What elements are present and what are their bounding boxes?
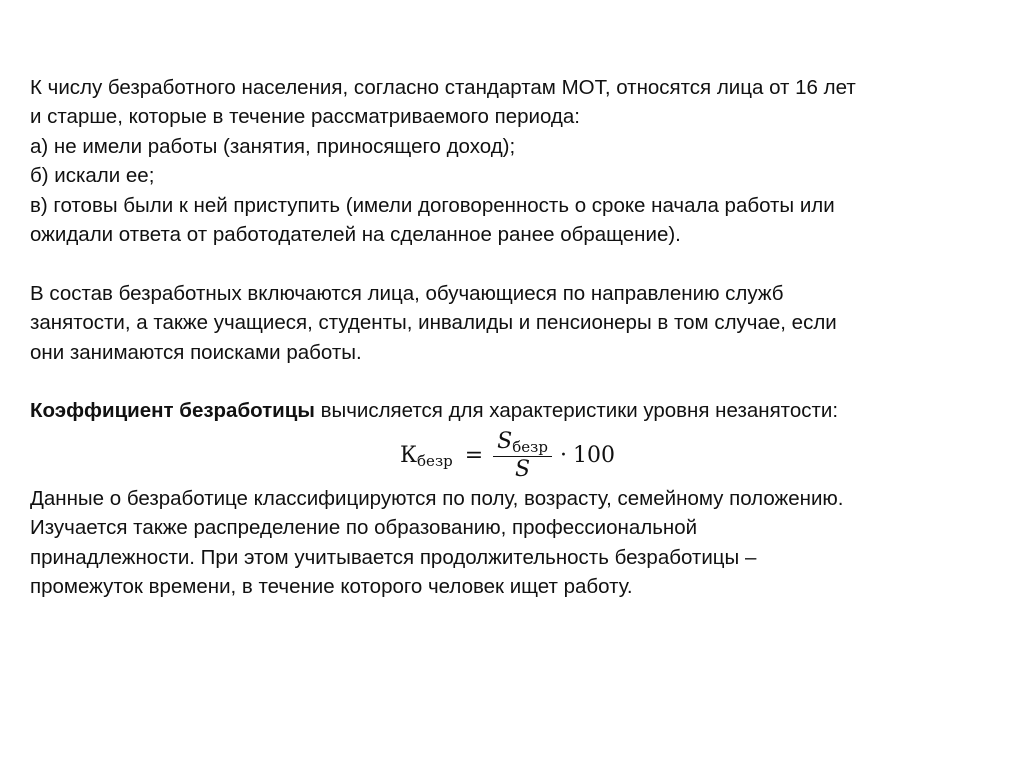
formula-numerator xyxy=(493,429,552,456)
numerator-symbol: S xyxy=(497,428,513,454)
unemployment-formula xyxy=(30,426,1005,484)
text-line: Данные о безработице классифицируются по полу, возрасту, семейному положению. xyxy=(30,486,844,510)
formula-body xyxy=(400,428,615,484)
coefficient-line xyxy=(30,396,1005,425)
classification-paragraph xyxy=(30,484,1005,602)
text-line: ожидали ответа от работодателей на сделанное ранее обращение). xyxy=(30,223,681,247)
paragraph-gap xyxy=(30,249,1005,278)
text-line: В состав безработных включаются лица, обучающиеся по направлению служб xyxy=(30,281,784,305)
formula-multiply: · xyxy=(559,443,567,469)
paragraph-gap xyxy=(30,367,1005,396)
coefficient-term: Коэффициент безработицы xyxy=(30,399,315,423)
definition-paragraph xyxy=(30,73,1005,249)
formula-equals: = xyxy=(464,443,484,469)
text-line: и старше, которые в течение рассматриваемого периода: xyxy=(30,105,580,129)
numerator-subscript: безр xyxy=(512,437,548,456)
formula-denominator: S xyxy=(515,457,531,483)
criterion-c: в) готовы были к ней приступить (имели договоренность о сроке начала работы или xyxy=(30,193,835,217)
criterion-b: б) искали ее; xyxy=(30,164,155,188)
formula-factor: 100 xyxy=(572,443,615,469)
text-line: они занимаются поисками работы. xyxy=(30,340,362,364)
formula-lhs: К xyxy=(400,443,418,469)
text-line: промежуток времени, в течение которого человек ищет работу. xyxy=(30,575,633,599)
formula-lhs-subscript: безр xyxy=(417,452,453,471)
text-line: Изучается также распределение по образованию, профессиональной xyxy=(30,516,698,540)
criterion-a: а) не имели работы (занятия, приносящего доход); xyxy=(30,134,516,158)
coefficient-description: вычисляется для характеристики уровня незанятости: xyxy=(314,399,839,423)
composition-paragraph xyxy=(30,279,1005,367)
text-line: принадлежности. При этом учитывается продолжительность безработицы – xyxy=(30,545,757,569)
text-line: К числу безработного населения, согласно стандартам МОТ, относятся лица от 16 лет xyxy=(30,76,856,99)
slide-content xyxy=(30,73,1005,601)
formula-fraction xyxy=(493,429,552,484)
text-line: занятости, а также учащиеся, студенты, инвалиды и пенсионеры в том случае, если xyxy=(30,311,837,335)
